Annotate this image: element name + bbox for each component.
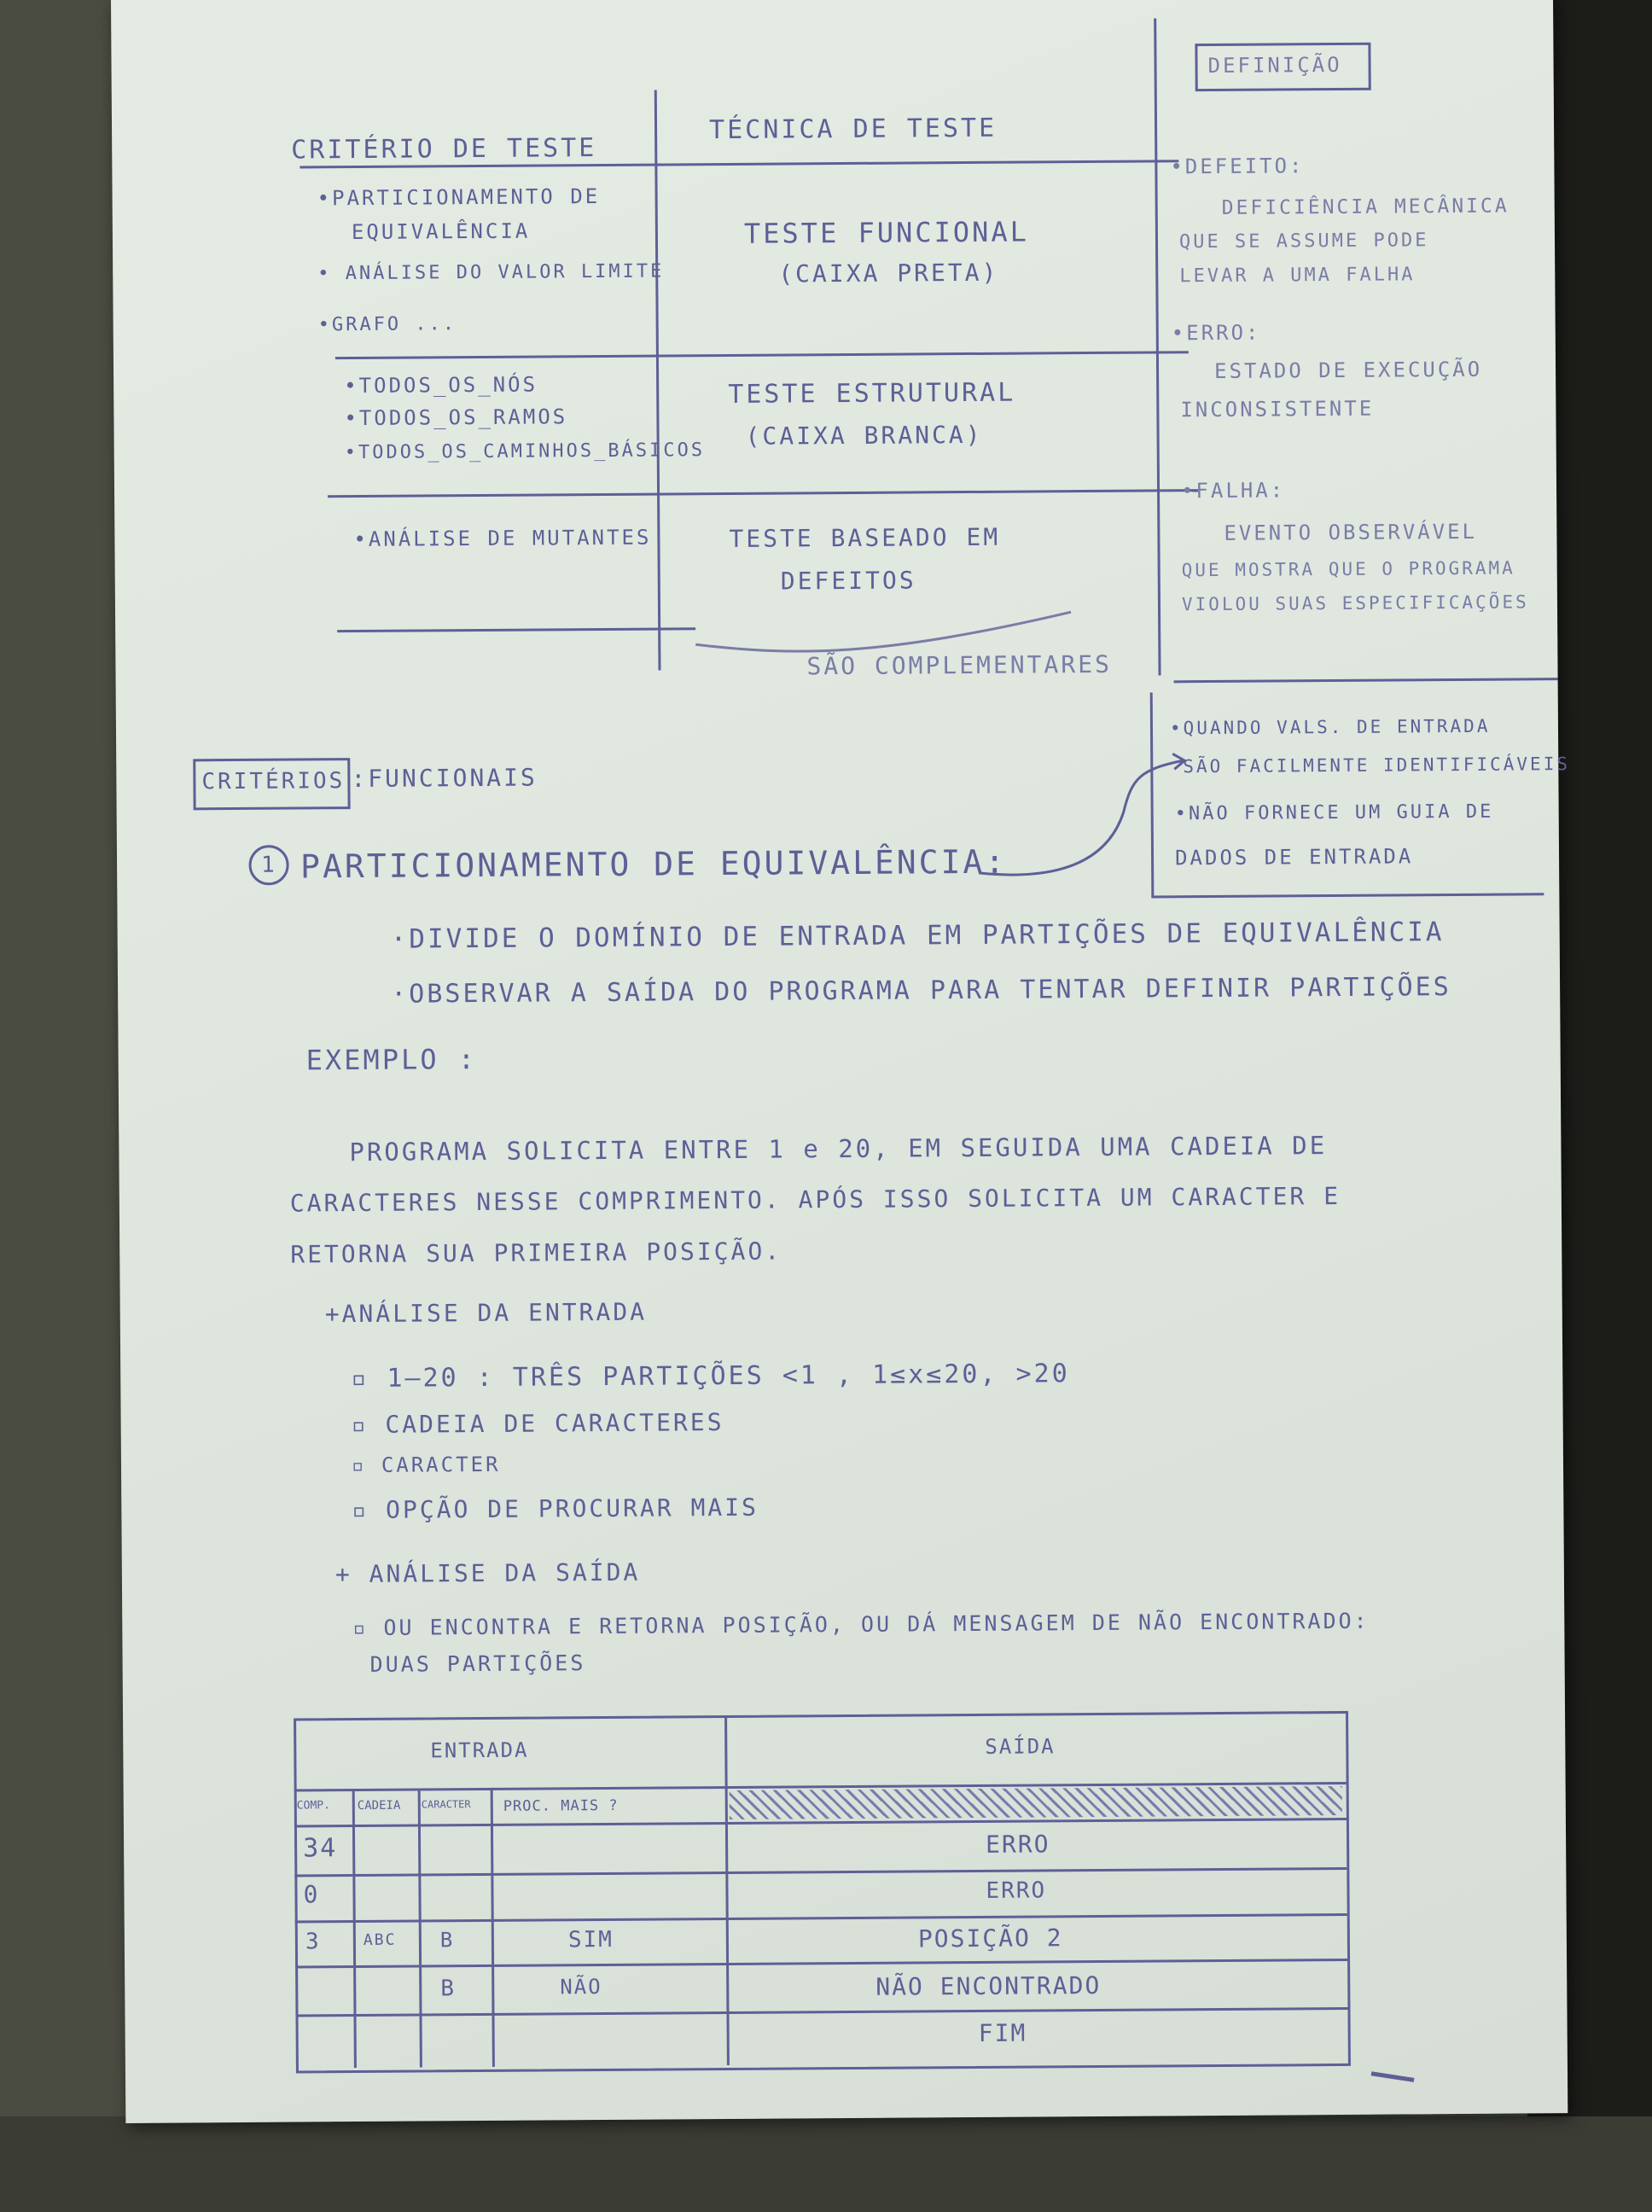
cell-caracter: B	[439, 1928, 455, 1953]
technique-line: (CAIXA PRETA)	[778, 258, 999, 288]
item-number: 1	[260, 852, 277, 878]
technique-line: TESTE ESTRUTURAL	[728, 377, 1016, 410]
criteria-line: •ANÁLISE DE MUTANTES	[353, 525, 652, 552]
cell-caracter: B	[440, 1976, 457, 2002]
input-item: ▫ 1–20 : TRÊS PARTIÇÕES <1 , 1≤x≤20, >20	[351, 1359, 1070, 1394]
criteria-line: •TODOS_OS_CAMINHOS_BÁSICOS	[344, 439, 706, 464]
note-line: DADOS DE ENTRADA	[1174, 844, 1414, 870]
cell-proc: SIM	[567, 1926, 614, 1953]
bullet-observar: ·OBSERVAR A SAÍDA DO PROGRAMA PARA TENTAR DEFINIR PARTIÇÕES	[391, 972, 1451, 1010]
technique-line: TESTE FUNCIONAL	[743, 215, 1030, 250]
def-line: VIOLOU SUAS ESPECIFICAÇÕES	[1181, 591, 1529, 615]
cell-saida: NÃO ENCONTRADO	[875, 1970, 1102, 2001]
subheader-caracter: CARACTER	[421, 1798, 471, 1811]
criteria-line: •TODOS_OS_NÓS	[344, 372, 538, 399]
input-item: ▫ CADEIA DE CARACTERES	[351, 1408, 724, 1440]
example-line: RETORNA SUA PRIMEIRA POSIÇÃO.	[290, 1237, 782, 1269]
section-suffix: :FUNCIONAIS	[351, 763, 538, 794]
output-line: DUAS PARTIÇÕES	[369, 1650, 586, 1677]
technique-col-header: TÉCNICA DE TESTE	[708, 113, 998, 146]
criteria-line: •TODOS_OS_RAMOS	[344, 405, 568, 431]
def-line: DEFICIÊNCIA MECÂNICA	[1221, 195, 1509, 219]
note-line: •QUANDO VALS. DE ENTRADA	[1169, 715, 1491, 739]
example-label: EXEMPLO :	[305, 1043, 478, 1077]
def-line: QUE MOSTRA QUE O PROGRAMA	[1181, 557, 1515, 581]
background-floor	[0, 2116, 1652, 2212]
def-line: ESTADO DE EXECUÇÃO	[1213, 357, 1483, 383]
definitions-title: DEFINIÇÃO	[1207, 52, 1342, 79]
output-line: ▫ OU ENCONTRA E RETORNA POSIÇÃO, OU DÁ MENSAGEM DE NÃO ENCONTRADO:	[352, 1608, 1370, 1641]
header-entrada: ENTRADA	[430, 1738, 529, 1763]
def-line: INCONSISTENTE	[1180, 396, 1375, 422]
example-line: PROGRAMA SOLICITA ENTRE 1 e 20, EM SEGUIDA UMA CADEIA DE	[349, 1131, 1328, 1167]
criteria-line: • ANÁLISE DO VALOR LIMITE	[317, 260, 665, 285]
cell-comp: 34	[303, 1833, 338, 1864]
note-line: •NÃO FORNECE UM GUIA DE	[1174, 800, 1494, 825]
technique-line: TESTE BASEADO EM	[729, 522, 1001, 553]
def-term-defeito: •DEFEITO:	[1170, 154, 1305, 179]
section-label: CRITÉRIOS	[201, 768, 346, 795]
def-line: QUE SE ASSUME PODE	[1178, 230, 1429, 253]
def-term-erro: •ERRO:	[1171, 320, 1261, 346]
cell-saida: ERRO	[986, 1877, 1047, 1904]
complementary-note: SÃO COMPLEMENTARES	[806, 649, 1113, 681]
subheader-cadeia: CADEIA	[357, 1798, 401, 1813]
note-line: SÃO FACILMENTE IDENTIFICÁVEIS	[1183, 754, 1571, 777]
def-line: EVENTO OBSERVÁVEL	[1224, 519, 1478, 545]
cell-comp: 0	[303, 1880, 320, 1909]
def-term-falha: •FALHA:	[1180, 478, 1286, 504]
technique-line: DEFEITOS	[780, 566, 916, 596]
header-saida: SAÍDA	[985, 1734, 1056, 1759]
saida-subheader-hatch	[730, 1786, 1342, 1819]
cell-cadeia: ABC	[363, 1930, 397, 1949]
cell-saida: ERRO	[985, 1830, 1050, 1859]
data-table-frame	[294, 1711, 1351, 2074]
input-analysis-label: +ANÁLISE DA ENTRADA	[324, 1297, 648, 1329]
technique-line: (CAIXA BRANCA)	[745, 420, 983, 451]
output-analysis-label: + ANÁLISE DA SAÍDA	[334, 1557, 641, 1589]
cell-comp: 3	[305, 1929, 321, 1955]
criteria-col-header: CRITÉRIO DE TESTE	[291, 133, 597, 166]
notebook-page	[111, 0, 1571, 2123]
subheader-comp: COMP.	[296, 1799, 330, 1813]
input-item: ▫ CARACTER	[351, 1452, 501, 1478]
criteria-line: EQUIVALÊNCIA	[351, 218, 531, 245]
cell-saida: POSIÇÃO 2	[917, 1924, 1063, 1953]
example-line: CARACTERES NESSE COMPRIMENTO. APÓS ISSO SOLICITA UM CARACTER E	[289, 1181, 1341, 1218]
criteria-line: •PARTICIONAMENTO DE	[317, 184, 601, 211]
subheader-proc: PROC. MAIS ?	[503, 1796, 619, 1815]
bullet-divide: ·DIVIDE O DOMÍNIO DE ENTRADA EM PARTIÇÕES DE EQUIVALÊNCIA	[390, 917, 1445, 955]
cell-saida: FIM	[978, 2018, 1027, 2047]
cell-proc: NÃO	[560, 1975, 602, 2000]
criteria-line: •GRAFO ...	[317, 313, 457, 336]
def-line: LEVAR A UMA FALHA	[1179, 264, 1416, 288]
item-title: PARTICIONAMENTO DE EQUIVALÊNCIA:	[300, 842, 1008, 886]
input-item: ▫ OPÇÃO DE PROCURAR MAIS	[352, 1493, 759, 1525]
